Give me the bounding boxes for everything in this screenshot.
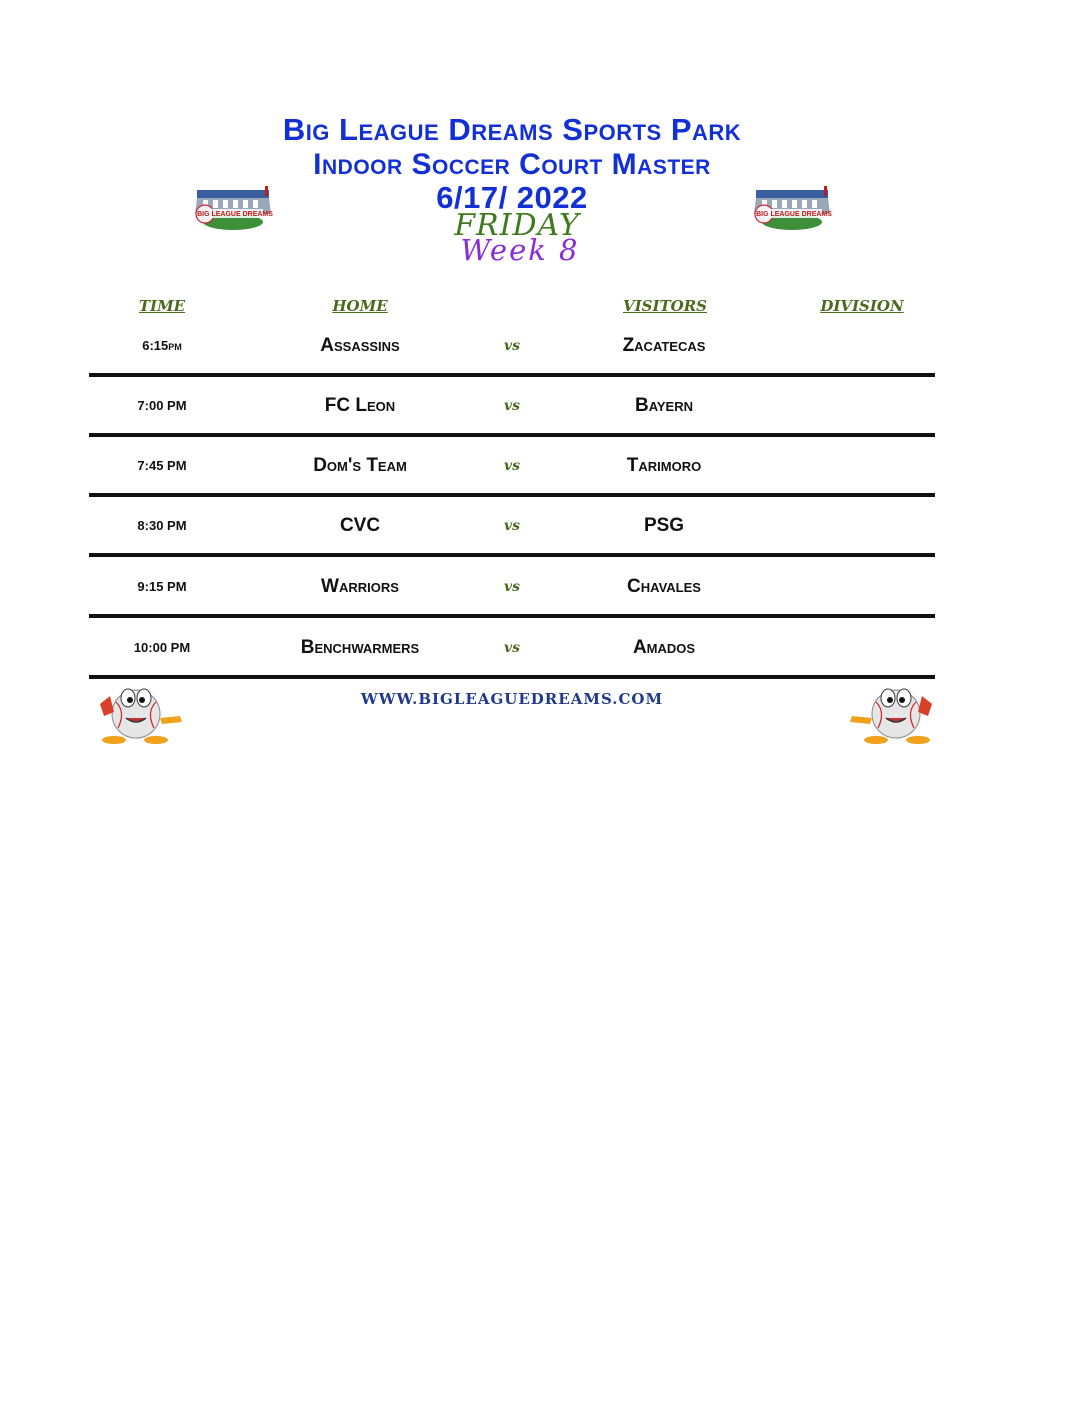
row-divider: [89, 373, 935, 377]
stadium-logo-left: [191, 184, 275, 232]
versus-label: vs: [503, 338, 521, 354]
visitor-team: Chavales: [627, 576, 701, 597]
row-divider: [89, 553, 935, 557]
game-row: [0, 506, 1088, 566]
column-header-home: HOME: [332, 297, 388, 315]
game-row: [0, 326, 1088, 386]
page-title-line2: Indoor Soccer Court Master: [313, 148, 711, 181]
stadium-logo-right: [750, 184, 834, 232]
game-time: 7:45 PM: [137, 458, 187, 473]
visitor-team: Amados: [632, 637, 696, 658]
row-divider: [89, 675, 935, 679]
column-header-division: DIVISION: [820, 297, 904, 315]
home-team: FC Leon: [324, 395, 396, 416]
logo-left-text: BIG LEAGUE DREAMS: [197, 211, 273, 218]
game-row: [0, 446, 1088, 506]
home-team: Warriors: [321, 576, 399, 597]
column-header-time: TIME: [138, 297, 186, 315]
game-time: 8:30 PM: [137, 518, 187, 533]
visitor-team: Bayern: [634, 395, 694, 416]
game-time: 10:00 PM: [133, 640, 191, 655]
visitor-team: PSG: [643, 515, 685, 536]
schedule-week: Week 8: [460, 233, 580, 267]
column-header-visitors: VISITORS: [622, 297, 708, 315]
row-divider: [89, 493, 935, 497]
schedule-day: FRIDAY: [454, 208, 580, 243]
versus-label: vs: [503, 640, 521, 656]
game-time: 7:00 PM: [137, 398, 187, 413]
logo-right-text: BIG LEAGUE DREAMS: [756, 211, 832, 218]
row-divider: [89, 433, 935, 437]
home-team: Dom's Team: [313, 455, 407, 476]
game-row: [0, 628, 1088, 688]
visitor-team: Tarimoro: [626, 455, 702, 476]
versus-label: vs: [503, 518, 521, 534]
row-divider: [89, 614, 935, 618]
baseball-mascot-right: [842, 682, 942, 746]
game-row: [0, 567, 1088, 627]
home-team: Assassins: [320, 335, 400, 356]
game-time: 6:15pm: [142, 338, 182, 353]
visitor-team: Zacatecas: [622, 335, 706, 356]
versus-label: vs: [503, 398, 521, 414]
schedule-date: 6/17/ 2022: [436, 180, 588, 215]
home-team: Benchwarmers: [300, 637, 420, 658]
page-title-line1: Big League Dreams Sports Park: [282, 112, 742, 147]
versus-label: vs: [503, 579, 521, 595]
game-time: 9:15 PM: [137, 579, 187, 594]
home-team: CVC: [339, 515, 381, 536]
versus-label: vs: [503, 458, 521, 474]
website-link[interactable]: WWW.BIGLEAGUEDREAMS.COM: [360, 690, 664, 708]
game-row: [0, 386, 1088, 446]
